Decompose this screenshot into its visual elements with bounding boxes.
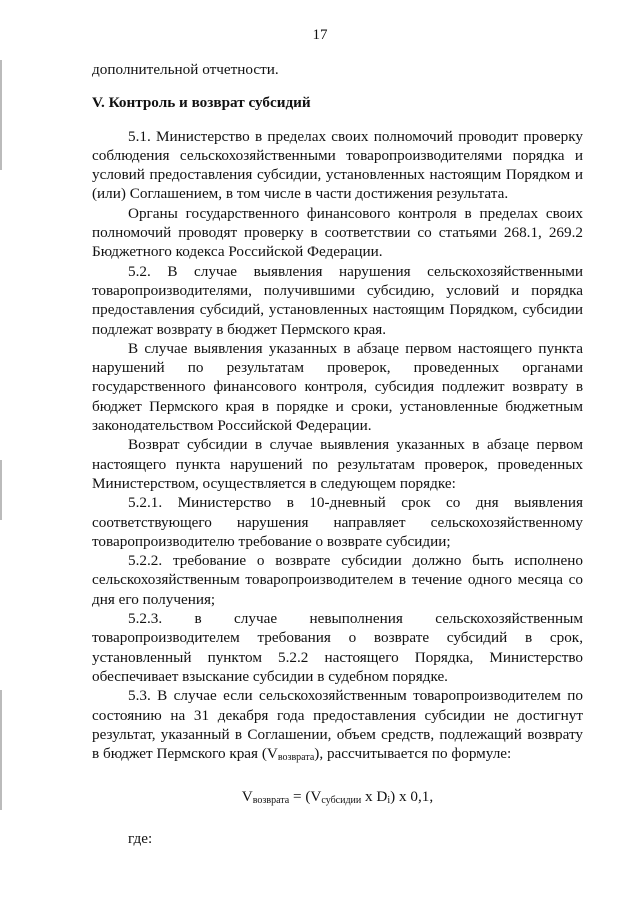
formula-v: V <box>241 788 253 806</box>
paragraph-control-violations: В случае выявления указанных в абзаце первом настоящего пункта нарушений по результатам проверок, проведенных органами государственного финансового контроля, субсидия подлежит возврату в бюджет Пермского края в порядке и сроки, установленные бюджетным законодательством Российской Федерации. <box>92 339 583 435</box>
page-number: 17 <box>312 27 328 43</box>
section-heading: V. Контроль и возврат субсидий <box>92 94 311 112</box>
paragraph-5-3-text: 5.3. В случае если сельскохозяйственным товаропроизводителем по состоянию на 31 декабря года предоставления субсидии не достигнут результат, указанный в Соглашении, объем средств, подлежащий возврату в бюджет Пермского края (V <box>92 687 583 763</box>
where-label: где: <box>128 829 153 847</box>
formula-eq: = (V <box>289 788 322 806</box>
paragraph-5-1: 5.1. Министерство в пределах своих полномочий проводит проверку соблюдения сельскохозяйственными товаропроизводителями порядка и условий предоставления субсидии, установленных настоящим Порядком и (или) Соглашением, в том числе в части достижения результата. <box>92 127 583 203</box>
scan-edge-mark <box>0 690 2 810</box>
paragraph-ministry-return: Возврат субсидии в случае выявления указанных в абзаце первом настоящего пункта нарушений по результатам проверок, проведенных Министерством, осуществляется в следующем порядке: <box>92 436 583 492</box>
paragraph-5-2: 5.2. В случае выявления нарушения сельскохозяйственными товаропроизводителями, получившими субсидию, условий и порядка предоставления субсидий, установленных настоящим Порядком, субсидии подлежат возврату в бюджет Пермского края. <box>92 262 583 338</box>
formula-mid: x D <box>361 788 388 806</box>
scan-edge-mark <box>0 460 2 520</box>
formula-subsidy-subscript: субсидии <box>321 795 362 807</box>
paragraph-5-2-1: 5.2.1. Министерство в 10-дневный срок со дня выявления соответствующего нарушения направляет сельскохозяйственному товаропроизводителю требование о возврате субсидии; <box>92 494 583 550</box>
paragraph-5-3-tail: ), рассчитывается по формуле: <box>314 745 512 763</box>
formula-i-subscript: i <box>387 795 391 807</box>
paragraph-5-3 <box>92 686 583 767</box>
paragraph-control-bodies: Органы государственного финансового контроля в пределах своих полномочий проводят проверку в соответствии со статьями 268.1, 269.2 Бюджетного кодекса Российской Федерации. <box>92 204 583 261</box>
return-formula <box>92 787 583 810</box>
formula-tail: ) x 0,1, <box>390 788 434 806</box>
scan-edge-mark <box>0 60 2 170</box>
paragraph-5-2-2: 5.2.2. требование о возврате субсидии должно быть исполнено сельскохозяйственным товаропроизводителем в течение одного месяца со дня его получения; <box>92 552 583 608</box>
paragraph-5-3-subscript: возврата <box>277 752 315 764</box>
document-body <box>92 60 583 848</box>
formula-v-subscript: возврата <box>252 795 290 807</box>
lead-line: дополнительной отчетности. <box>92 61 279 78</box>
paragraph-5-2-3: 5.2.3. в случае невыполнения сельскохозяйственным товаропроизводителем требования о возврате субсидий в срок, установленный пунктом 5.2.2 настоящего Порядка, Министерство обеспечивает взыскание субсидии в судебном порядке. <box>92 610 583 685</box>
